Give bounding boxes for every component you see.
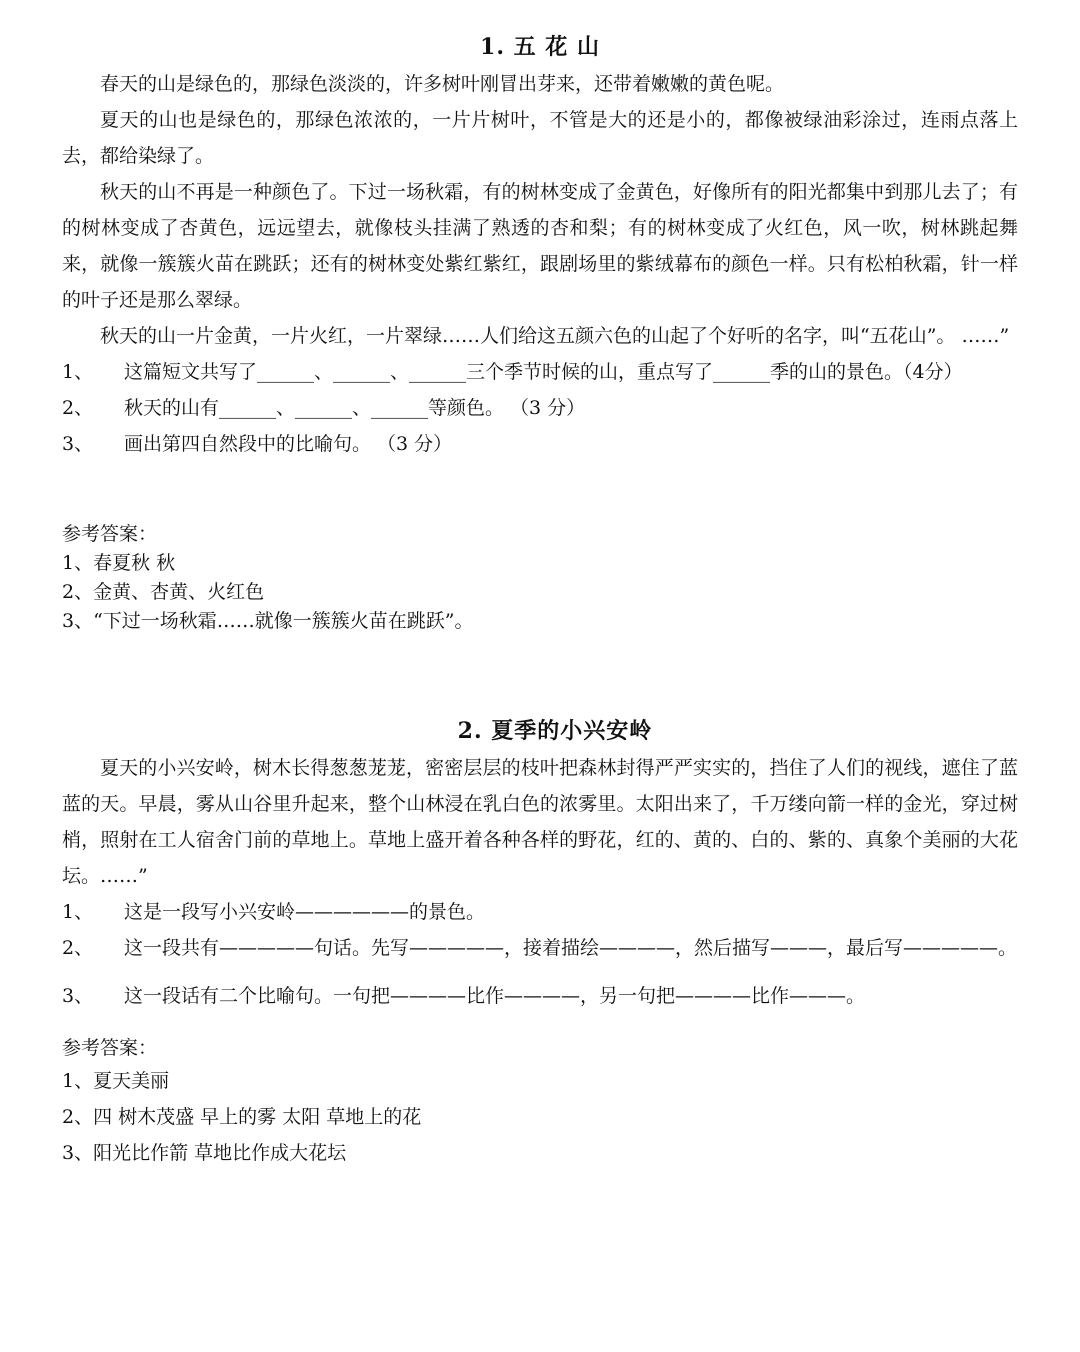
- section2-question-3: [62, 978, 1018, 1014]
- section1-paragraph-2: 夏天的山也是绿色的，那绿色浓浓的，一片片树叶，不管是大的还是小的，都像被绿油彩涂过，连雨点落上去，都给染绿了。: [62, 109, 1018, 167]
- section1-paragraph-4: 秋天的山一片金黄，一片火红，一片翠绿……人们给这五颜六色的山起了个好听的名字，叫“五花山”。 ……”: [100, 325, 1010, 347]
- question-text: 这一段话有二个比喻句。一句把————比作————，另一句把————比作———。: [124, 985, 866, 1007]
- question-text: 这是一段写小兴安岭——————的景色。: [124, 901, 486, 923]
- question-number: 2、: [62, 397, 94, 419]
- question-text: 秋天的山有______、______、______等颜色。 （3 分）: [124, 397, 586, 419]
- section1-paragraph-3: 秋天的山不再是一种颜色了。下过一场秋霜，有的树林变成了金黄色，好像所有的阳光都集中到那儿去了；有的树林变成了杏黄色，远远望去，就像枝头挂满了熟透的杏和梨；有的树林变成了火红色，风一吹，树林跳起舞来，就像一簇簇火苗在跳跃；还有的树林变处紫红紫红，跟剧场里的紫绒幕布的颜色一样。只有松柏秋霜，针一样的叶子还是那么翠绿。: [62, 181, 1018, 311]
- question-number: 2、: [62, 937, 94, 959]
- spacer: [62, 636, 1018, 712]
- section1-question-1: [62, 354, 1018, 390]
- question-number: 3、: [62, 985, 94, 1007]
- section2-answer-3: 3、阳光比作箭 草地比作成大花坛: [62, 1142, 347, 1164]
- spacer: [62, 966, 1018, 978]
- section1-question-2: [62, 390, 1018, 426]
- question-number: 1、: [62, 901, 94, 923]
- section2-question-1: [62, 894, 1018, 930]
- section2-answer-2: 2、四 树木茂盛 早上的雾 太阳 草地上的花: [62, 1106, 422, 1128]
- question-text: 画出第四自然段中的比喻句。 （3 分）: [124, 433, 453, 455]
- section1-answer-1: 1、春夏秋 秋: [62, 552, 176, 574]
- question-text: 这篇短文共写了______、______、______三个季节时候的山，重点写了______季的山的景色。（4分）: [124, 361, 963, 383]
- section1-answer-2: 2、金黄、杏黄、火红色: [62, 581, 265, 603]
- section1-question-3: [62, 426, 1018, 462]
- question-number: 1、: [62, 361, 94, 383]
- section2-question-2: [62, 930, 1018, 966]
- question-number: 3、: [62, 433, 94, 455]
- section2-title: 2. 夏季的小兴安岭: [457, 718, 653, 744]
- section1-title: 1. 五 花 山: [480, 34, 600, 60]
- question-text: 这一段共有—————句话。先写—————，接着描绘————，然后描写———，最后写—————。: [124, 937, 1018, 959]
- spacer: [62, 1014, 1018, 1034]
- spacer: [62, 462, 1018, 520]
- section1-answer-heading: 参考答案：: [62, 523, 158, 545]
- section2-paragraph-1: 夏天的小兴安岭，树木长得葱葱茏茏，密密层层的枝叶把森林封得严严实实的，挡住了人们的视线，遮住了蓝蓝的天。早晨，雾从山谷里升起来，整个山林浸在乳白色的浓雾里。太阳出来了，千万缕向箭一样的金光，穿过树梢，照射在工人宿舍门前的草地上。草地上盛开着各种各样的野花，红的、黄的、白的、紫的、真象个美丽的大花坛。……”: [62, 757, 1018, 887]
- section1-paragraph-1: 春天的山是绿色的，那绿色淡淡的，许多树叶刚冒出芽来，还带着嫩嫩的黄色呢。: [100, 73, 785, 95]
- section2-answer-1: 1、夏天美丽: [62, 1070, 170, 1092]
- section2-answer-heading: 参考答案：: [62, 1037, 158, 1059]
- section1-answer-3: 3、“下过一场秋霜……就像一簇簇火苗在跳跃”。: [62, 610, 474, 632]
